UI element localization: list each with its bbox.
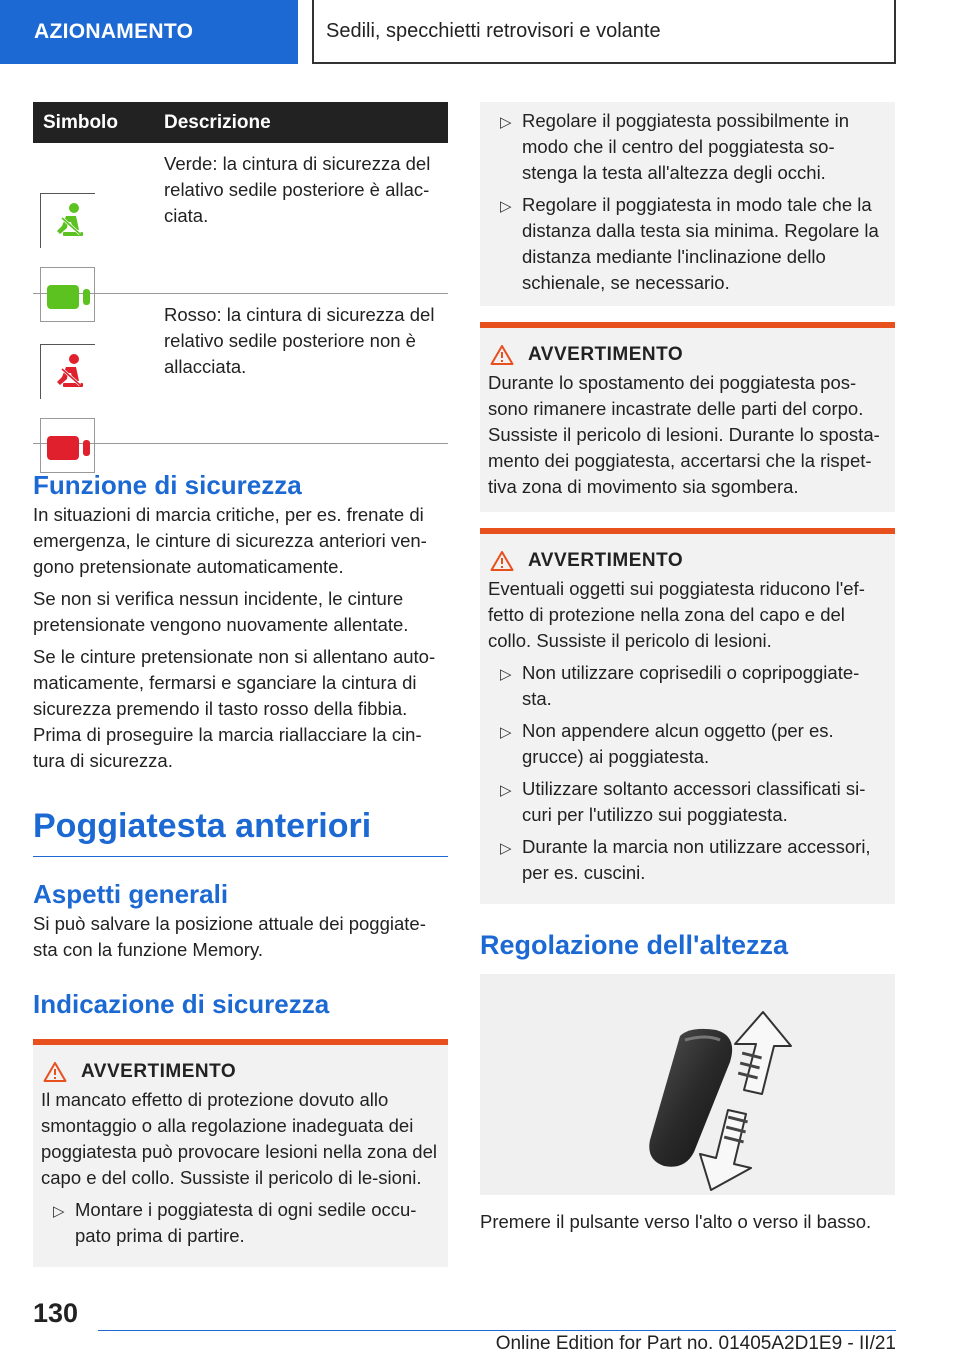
warning-triangle-icon — [490, 344, 514, 366]
table-row — [33, 143, 448, 293]
footer-edition — [296, 1333, 896, 1355]
heading-regolazione-altezza: Regolazione dell'altezza — [480, 930, 788, 960]
list-item-text: Durante la marcia non utilizzare accessori, per es. cuscini. — [522, 836, 871, 883]
right-column — [480, 102, 895, 1235]
list-item — [41, 1197, 440, 1249]
warning-box — [33, 1039, 448, 1267]
red-indicator-icon — [40, 418, 95, 473]
heading-poggiatesta-anteriori: Poggiatesta anteriori — [33, 806, 448, 857]
seatbelt-green-icon — [40, 193, 95, 248]
warning-header — [490, 344, 887, 366]
list-item-text: Regolare il poggiatesta in modo tale che la distanza dalla testa sia minima. Regolare la distanza mediante l'inclinazione dello schienale, se necessario. — [522, 194, 879, 293]
symbol-cell — [33, 293, 164, 443]
paragraph: Si può salvare la posizione attuale dei poggiate-sta con la funzione Memory. — [33, 912, 426, 960]
warning-header — [43, 1061, 440, 1083]
symbol-description: Verde: la cintura di sicurezza del relativo sedile posteriore è allac-ciata. — [164, 143, 448, 293]
warning-text: Eventuali oggetti sui poggiatesta riducono l'ef-fetto di protezione nella zona del capo e del collo. Sussiste il pericolo di lesioni. — [488, 578, 865, 651]
bullet-triangle-icon: ▷ — [500, 666, 512, 683]
list-item — [488, 834, 887, 886]
list-item — [488, 192, 887, 296]
figure-caption: Premere il pulsante verso l'alto o verso il basso. — [480, 1211, 872, 1232]
bullet-triangle-icon: ▷ — [500, 724, 512, 741]
warning-box — [480, 528, 895, 904]
headrest-button-illustration — [480, 974, 895, 1195]
bullet-triangle-icon: ▷ — [500, 782, 512, 799]
paragraph: Se non si verifica nessun incidente, le cinture pretensionate vengono nuovamente allentate. — [33, 587, 409, 635]
guidance-box — [480, 102, 895, 306]
warning-triangle-icon — [43, 1061, 67, 1083]
list-item — [488, 776, 887, 828]
bullet-triangle-icon: ▷ — [500, 114, 512, 131]
paragraph: Se le cinture pretensionate non si allentano auto-maticamente, fermarsi e sganciare la cintura di sicurezza premendo il tasto rosso della fibbia. Prima di proseguire la marcia riallacciare la cin-tura di sicurezza. — [33, 645, 436, 771]
symbol-table — [33, 102, 448, 444]
warning-box — [480, 322, 895, 512]
bullet-triangle-icon: ▷ — [53, 1202, 65, 1220]
symbol-header: Simbolo — [33, 102, 164, 143]
footer-divider — [98, 1330, 896, 1331]
warning-title: AVVERTIMENTO — [528, 550, 684, 571]
list-item — [488, 660, 887, 712]
list-item — [488, 718, 887, 770]
warning-title: AVVERTIMENTO — [81, 1060, 237, 1082]
warning-title: AVVERTIMENTO — [528, 344, 684, 365]
warning-triangle-icon — [490, 550, 514, 572]
symbol-description: Rosso: la cintura di sicurezza del relativo sedile posteriore non è allacciata. — [164, 293, 448, 443]
edition-text: Online Edition for Part no. 01405A2D1E9 - II/21 — [495, 1333, 896, 1354]
list-item-text: Montare i poggiatesta di ogni sedile occu-pato prima di partire. — [75, 1198, 417, 1246]
list-item-text: Non utilizzare coprisedili o copripoggiate-sta. — [522, 662, 860, 709]
bullet-triangle-icon: ▷ — [500, 198, 512, 215]
table-row — [33, 293, 448, 443]
section-tab: AZIONAMENTO — [0, 0, 298, 64]
symbol-cell — [33, 143, 164, 293]
description-header: Descrizione — [164, 102, 448, 143]
chapter-title: Sedili, specchietti retrovisori e volante — [312, 0, 896, 64]
heading-aspetti-generali: Aspetti generali — [33, 878, 229, 909]
warning-header — [490, 550, 887, 572]
list-item-text: Non appendere alcun oggetto (per es. grucce) ai poggiatesta. — [522, 720, 834, 767]
bullet-triangle-icon: ▷ — [500, 840, 512, 857]
heading-funzione-sicurezza: Funzione di sicurezza — [33, 469, 302, 500]
list-item-text: Utilizzare soltanto accessori classificati si-curi per l'utilizzo sui poggiatesta. — [522, 778, 866, 825]
warning-text: Durante lo spostamento dei poggiatesta pos-sono rimanere incastrate delle parti del corpo. Sussiste il pericolo di lesioni. Durante lo sposta-mento dei poggiatesta, accertarsi che la rispet-tiva zona di movimento sia sgombera. — [488, 372, 880, 497]
seatbelt-red-icon — [40, 344, 95, 399]
left-column — [33, 102, 448, 1267]
list-item-text: Regolare il poggiatesta possibilmente in modo che il centro del poggiatesta so-stenga la testa all'altezza degli occhi. — [522, 110, 850, 183]
heading-indicazione-sicurezza: Indicazione di sicurezza — [33, 988, 330, 1019]
list-item — [488, 108, 887, 186]
paragraph: In situazioni di marcia critiche, per es. frenate di emergenza, le cinture di sicurezza anteriori ven-gono pretensionate automaticamente. — [33, 503, 427, 577]
warning-text: Il mancato effetto di protezione dovuto allo smontaggio o alla regolazione inadeguata dei poggiatesta può provocare lesioni nella zona del capo e del collo. Sussiste il pericolo di le-sioni. — [41, 1088, 437, 1188]
page-number: 130 — [33, 1298, 79, 1328]
